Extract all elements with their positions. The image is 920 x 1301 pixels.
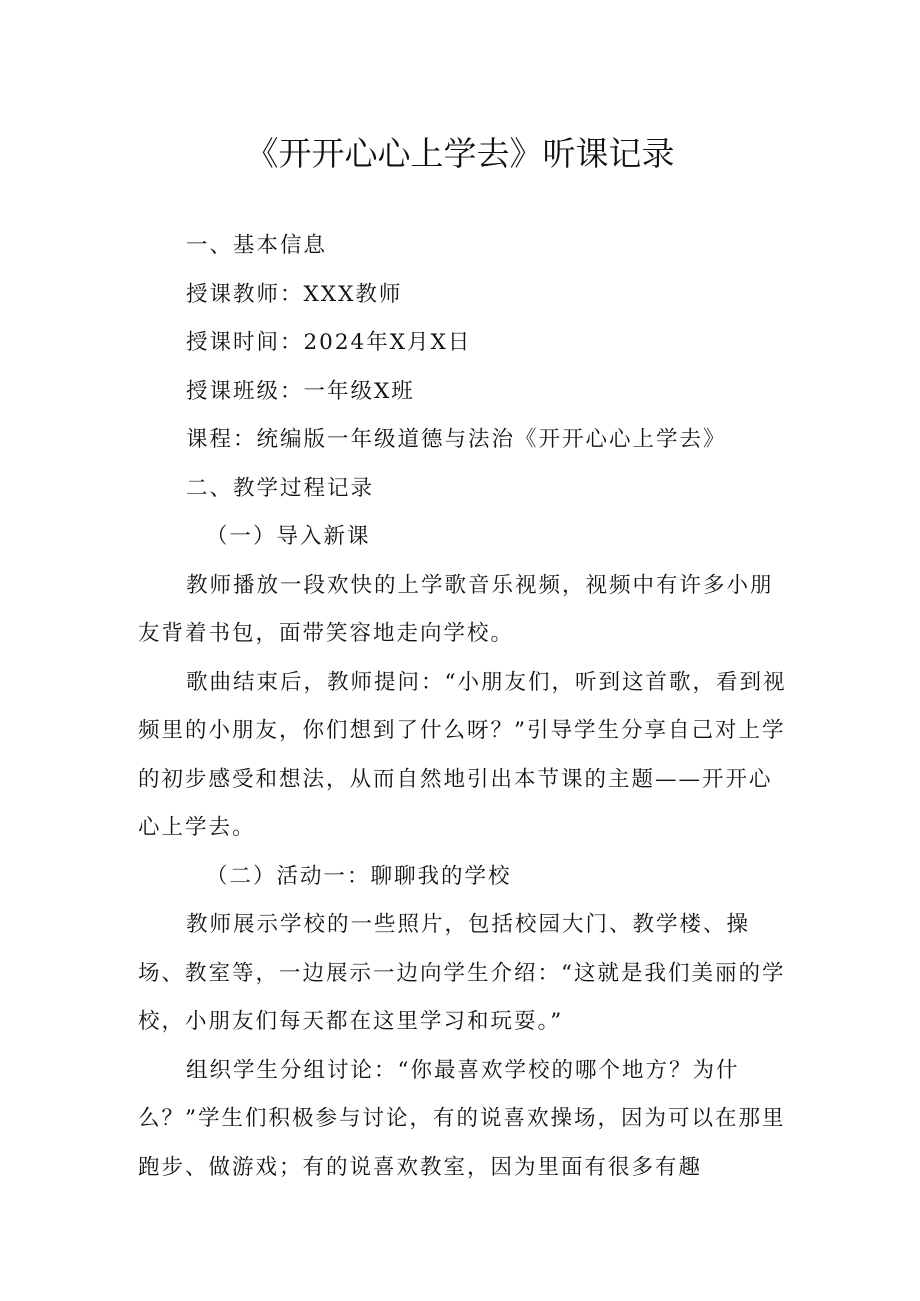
sub1-paragraph-1: 教师播放一段欢快的上学歌音乐视频，视频中有许多小朋友背着书包，面带笑容地走向学校。 xyxy=(138,572,774,646)
time-line: 授课时间：2024年X月X日 xyxy=(186,330,472,355)
basic-info-heading: 一、基本信息 xyxy=(186,233,328,258)
sub2-paragraph-2: 组织学生分组讨论：“你最喜欢学校的哪个地方？为什么？”学生们积极参与讨论，有的说喜欢操场，因为可以在那里跑步、做游戏；有的说喜欢教室，因为里面有很多有趣 xyxy=(138,1057,786,1180)
teacher-line: 授课教师：XXX教师 xyxy=(186,281,403,307)
document-title: 《开开心心上学去》听课记录 xyxy=(245,134,675,173)
sub1-paragraph-2: 歌曲结束后，教师提问：“小朋友们，听到这首歌，看到视频里的小朋友，你们想到了什么呀？”引导学生分享自己对上学的初步感受和想法，从而自然地引出本节课的主题——开开心心上学去。 xyxy=(138,669,787,840)
sub2-paragraph-1: 教师展示学校的一些照片，包括校园大门、教学楼、操场、教室等，一边展示一边向学生介绍：“这就是我们美丽的学校，小朋友们每天都在这里学习和玩耍。” xyxy=(138,912,786,1034)
process-heading: 二、教学过程记录 xyxy=(186,475,375,501)
sub1-heading: （一）导入新课 xyxy=(206,524,371,549)
class-line: 授课班级：一年级X班 xyxy=(186,378,415,404)
sub2-heading: （二）活动一：聊聊我的学校 xyxy=(206,863,512,889)
course-line: 课程：统编版一年级道德与法治《开开心心上学去》 xyxy=(186,427,727,452)
document-body xyxy=(138,222,790,1192)
